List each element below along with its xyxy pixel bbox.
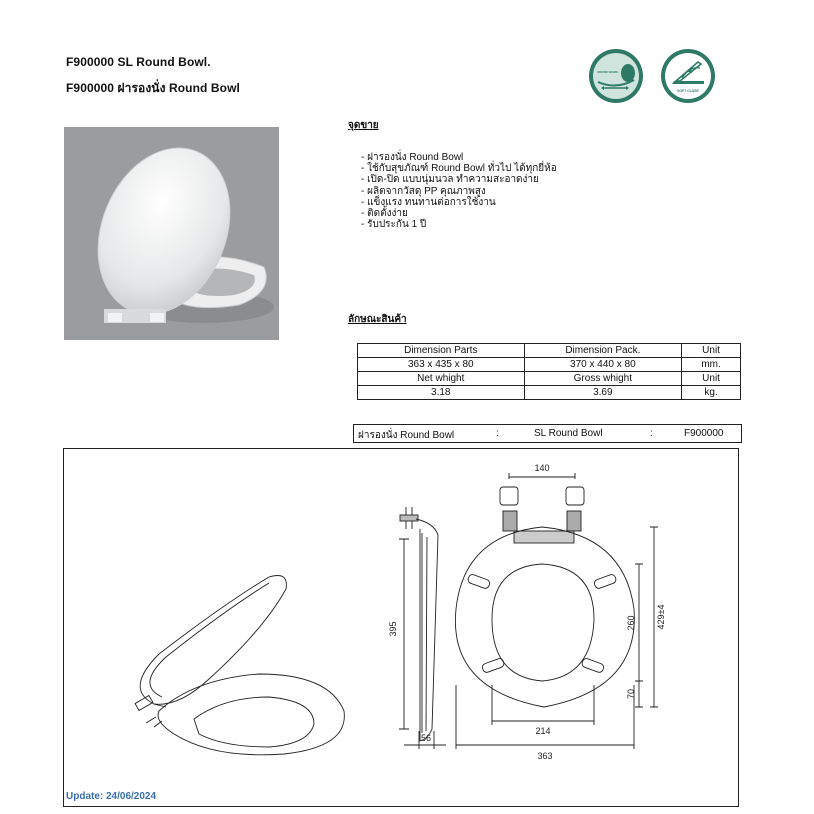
- round-bowl-seat-icon: [588, 48, 644, 104]
- table-cell: 3.18: [358, 386, 525, 400]
- table-cell: 363 x 435 x 80: [358, 358, 525, 372]
- dim-hinge-spacing: 140: [534, 463, 550, 473]
- code-bar-name-th: ฝารองนั่ง Round Bowl: [358, 430, 455, 441]
- dim-side-height: 395: [388, 621, 398, 637]
- product-title-th: F900000 ฝารองนั่ง Round Bowl: [66, 81, 240, 95]
- table-cell: Dimension Parts: [358, 344, 525, 358]
- specs-title: ลักษณะสินค้า: [348, 314, 407, 325]
- list-item: - แข็งแรง ทนทานต่อการใช้งาน: [361, 196, 496, 208]
- dim-total-width: 363: [537, 751, 553, 761]
- table-cell: Unit: [682, 344, 741, 358]
- list-item: - ฝารองนั่ง Round Bowl: [361, 152, 464, 163]
- side-view: [399, 507, 446, 749]
- list-item: - รับประกัน 1 ปี: [361, 219, 427, 231]
- table-cell: Gross whight: [524, 372, 682, 386]
- spec-table: [357, 343, 741, 400]
- selling-points-list: [361, 152, 557, 230]
- product-title-en: F900000 SL Round Bowl.: [66, 55, 211, 69]
- table-cell: Dimension Pack.: [524, 344, 682, 358]
- soft-close-icon: [660, 48, 716, 104]
- update-date: Update: 24/06/2024: [66, 791, 157, 802]
- table-cell: Unit: [682, 372, 741, 386]
- table-row: [358, 372, 741, 386]
- table-cell: kg.: [682, 386, 741, 400]
- technical-drawing: [63, 448, 739, 807]
- code-bar-separator: :: [650, 428, 653, 439]
- code-bar-name-en: SL Round Bowl: [534, 428, 603, 439]
- dim-total-length: 429±4: [656, 604, 666, 630]
- list-item: - เปิด-ปิด แบบนุ่มนวล ทำความสะอาดง่าย: [361, 174, 539, 186]
- dim-opening-height: 260: [626, 615, 636, 631]
- list-item: - ผลิตจากวัสดุ PP คุณภาพสูง: [361, 185, 486, 197]
- badge-label: SOFT CLOSE: [677, 89, 699, 93]
- product-photo: [64, 127, 279, 340]
- selling-points-title: จุดขาย: [348, 120, 379, 131]
- top-view: [455, 473, 658, 749]
- table-cell: Net whight: [358, 372, 525, 386]
- code-bar-separator: :: [496, 428, 499, 439]
- badge-label: ROUND BOWL: [597, 70, 619, 74]
- perspective-sketch: [135, 576, 344, 755]
- dim-opening-width: 214: [535, 726, 551, 736]
- table-row: [358, 344, 741, 358]
- product-code-bar: [353, 424, 742, 443]
- list-item: - ติดตั้งง่าย: [361, 208, 408, 220]
- dim-side-thickness: 56: [420, 733, 432, 743]
- table-cell: 3.69: [524, 386, 682, 400]
- dim-front-offset: 70: [626, 688, 636, 700]
- list-item: - ใช้กับสุขภัณฑ์ Round Bowl ทั่วไป ได้ทุกยี่ห้อ: [361, 163, 557, 175]
- code-bar-code: F900000: [684, 428, 724, 439]
- table-cell: mm.: [682, 358, 741, 372]
- table-row: [358, 386, 741, 400]
- table-row: [358, 358, 741, 372]
- table-cell: 370 x 440 x 80: [524, 358, 682, 372]
